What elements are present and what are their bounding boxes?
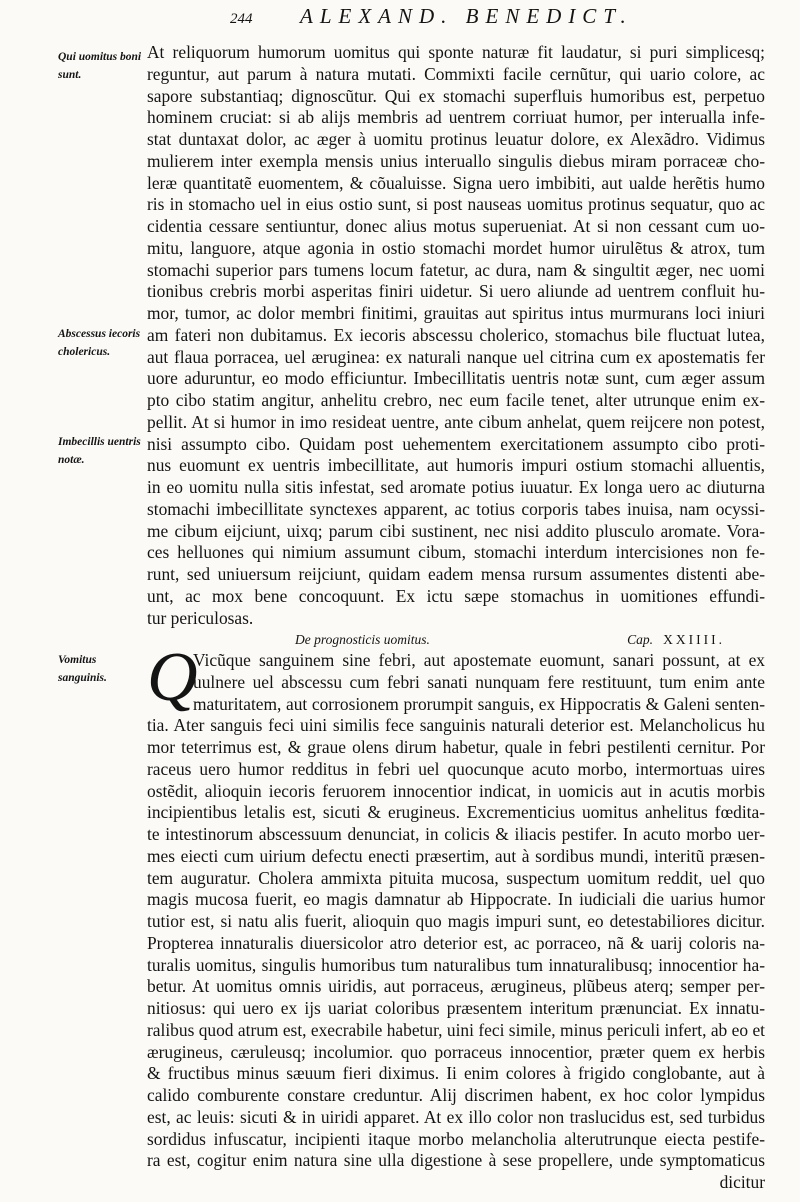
text-line: leræ quantitatẽ euomentem, & cõualuisse. Signa uero imbibiti, aut ualde herẽtis humo — [147, 172, 765, 193]
text-line: est, ac leuis: sicuti & in uiridi apparet. At ex illo color non traslucidus est, sed turbidus — [147, 1106, 765, 1127]
margin-note: Imbecillis uentris notæ. — [58, 436, 141, 466]
text-line: aut flaua porracea, uel æruginea: ex naturali nanque uel citrina cum ex apostematis fer — [147, 346, 765, 367]
page-header — [230, 4, 790, 34]
chapter-number: XXIIII. — [663, 632, 725, 647]
text-line: tem auguratur. Cholera ammixta pituita mucosa, suspectum uomitum reddit, uel quo — [147, 867, 765, 888]
text-line: am fateri non dubitamus. Ex iecoris abscessu cholerico, stomachus bile fluctuat lutea, — [147, 324, 765, 345]
margin-note: Vomitus sanguinis. — [58, 654, 107, 684]
text-line: ralibus quod atrum est, execrabile habetur, uini feci simile, minus periculi infert, ab eo et — [147, 1019, 765, 1040]
text-line: calido comburente constare creduntur. Alij discrimen habent, ex hoc color lympidus — [147, 1085, 765, 1105]
text-line: ostẽdit, alioquin iecoris feruorem innocentior indicat, in uomicis aut in acutis morbis — [147, 780, 765, 801]
text-line: stomachi imbecillitate synctexes apparent, ac totius corporis tabes inuisa, nam ocyssi- — [147, 498, 765, 519]
text-line: me cibum eijciunt, uixq; parum cibi sustinent, nec nisi addito plusculo aromate. Vora- — [147, 520, 765, 541]
text-line: nitiosus: qui uero ex ijs uariat coloribus præsentem interitum prænunciat. Ex innatu- — [147, 998, 765, 1018]
text-line: pto cibo statim angitur, anhelitu crebro, nec eum facile tenet, alter utrunque enim ex- — [147, 390, 765, 410]
text-line: sapore substantiaq; dignoscũtur. Qui ex stomachi superfluis humoribus est, perpetuo — [147, 85, 765, 106]
chapter-label-group — [627, 632, 725, 648]
text-line: At reliquorum humorum uomitus qui sponte naturæ fit laudatur, si puri simplicesq; — [147, 42, 765, 62]
text-line: nus euomunt ex uentris imbecillitate, aut humoris impuri ostium stomachi alluentis, — [147, 455, 765, 476]
text-line: ærugineus, cæruleusq; incolumior. quo porraceus innocentior, præter quem ex herbis — [147, 1041, 765, 1062]
text-line: raceus uero humor redditus in febri uel quocunque acuto morbo, intermortuas uires — [147, 758, 765, 779]
text-line: sordidus infuscatur, incipienti itaque morbo melancholia alterutrunque eiecta pestife- — [147, 1128, 765, 1149]
text-line: mitu, languore, atque agonia in ostio stomachi mordet humor uirulẽtus & atrox, tum — [147, 237, 765, 258]
text-line: mes eiecti cum uirium defectu enecti præsertim, aut à sordibus mundi, interitũ præsen- — [147, 845, 765, 866]
running-head: ALEXAND. BENEDICT. — [300, 4, 633, 28]
text-line: reguntur, aut parum à natura mutati. Commixti facile cernũtur, qui uario colore, ac — [147, 63, 765, 84]
text-line: betur. At uomitus omnis uiridis, aut porraceus, ærugineus, plũbeus aterq; semper per- — [147, 976, 765, 997]
text-line: turalis uomitus, singulis humoribus tum naturalibus tum innaturalibusq; innocentior ha- — [147, 954, 765, 975]
text-line: tionibus crebris morbi asperitas finiri uidetur. Si uero aliunde ad uentrem confluit hu- — [147, 281, 765, 302]
text-line: cidentia cessare sentiuntur, donec alius motus superueniat. At si non cessant cum uo- — [147, 216, 765, 236]
text-line: runt, sed uniuersum reijciunt, quidam eadem mensa rursum assumentes distenti abe- — [147, 564, 765, 584]
text-line: te intestinorum abscessuum denunciat, in colicis & iliacis pestifer. In acuto morbo uer- — [147, 824, 765, 844]
text-line: ra est, cogitur enim natura sine ulla digestione à sese propellere, unde symptomaticus — [147, 1150, 765, 1171]
text-line: stat duntaxat dolor, ac æger à uomitu protinus leuatur dolore, ex Alexãdro. Vidimus — [147, 129, 765, 149]
page-number: 244 — [230, 11, 253, 27]
margin-note: Abscessus iecoris cholericus. — [58, 328, 141, 358]
text-line: dicitur — [719, 1172, 765, 1192]
text-line: tutior est, si natu alis fuerit, alioquin quo magis impuri sunt, eo detestabiliores dicitur. — [147, 911, 765, 931]
text-line: tia. Ater sanguis feci uini similis fece sanguinis naturali deterior est. Melancholicus hu — [147, 715, 765, 736]
text-line: pellit. At si humor in imo resideat uentre, ante cibum anhelat, quem reijcere non potest, — [147, 411, 765, 432]
text-line: tur periculosas. — [147, 607, 254, 628]
text-line: mor teterrimus est, & graue olens dirum habetur, quale in febri pestilenti cernitur. Por — [147, 737, 765, 757]
text-line: unt, ac mox bene concoquunt. Ex ictu sæpe stomachus in uomitiones effundi- — [147, 585, 765, 606]
text-line: uulnere uel abscessu cum febri sanati nunquam fere restituunt, tum enim ante — [193, 671, 765, 692]
drop-capital: Q — [147, 639, 198, 716]
text-section-1 — [147, 42, 765, 629]
text-line: in eo uomitu nulla sitis infestat, sed aromate potius iuuatur. Ex longa uero ac diuturna — [147, 477, 765, 497]
text-line: & fructibus minus sæuum fieri diximus. Ii enim colores à frigido conglobante, aut à — [147, 1063, 765, 1084]
text-line: mor, tumor, ac dolor membri finitimi, grauitas aut spiritus intus murmurans loci iniuri — [147, 303, 765, 323]
text-line: incipientibus letalis est, sicuti & erugineus. Excrementicius uomitus anhelitus fœdita- — [147, 802, 765, 823]
text-line: stomachi superior pars tumens locum fatetur, ac dura, nam & singultit æger, nec uomi — [147, 259, 765, 280]
text-line: mulierem inter exempla mensis unius interuallo singulis diebus miram porraceæ cho- — [147, 150, 765, 171]
text-line: ces helluones qui nimium assumunt cibum, stomachi interdum intercisiones non fe- — [147, 542, 765, 563]
margin-note: Qui uomitus boni sunt. — [58, 51, 142, 81]
text-line: magis mucosa fuerit, eo magis damnatur ab Hippocrate. In iudiciali die uarius humor — [147, 889, 765, 910]
text-line: maturitatem, aut corrosionem prorumpit sanguis, ex Hippocratis & Galeni senten- — [193, 693, 765, 714]
text-line: Propterea innaturalis diuersicolor atro deterior est, ac porraceo, nã & uarij coloris na- — [147, 932, 765, 953]
chapter-label: Cap. — [627, 632, 654, 647]
text-line: hominem cruciat: si ab alijs membris ad uentrem corriuat humor, per interualla infe- — [147, 107, 765, 128]
text-line: uore aduruntur, eo modo efficiuntur. Imbecillitatis uentris notæ sunt, cum æger assum — [147, 368, 765, 389]
text-line: ris in stomacho uel in eius ostio sunt, si post nauseas uomitus protinus sequatur, quo ac — [147, 194, 765, 215]
chapter-title: De prognosticis uomitus. — [295, 632, 430, 647]
text-line: nisi assumpto cibo. Quidam post uehementem exercitationem assumpto cibo proti- — [147, 433, 765, 454]
chapter-heading — [295, 632, 775, 648]
text-line: Vicũque sanguinem sine febri, aut apostemate euomunt, sanari possunt, at ex — [193, 650, 765, 670]
